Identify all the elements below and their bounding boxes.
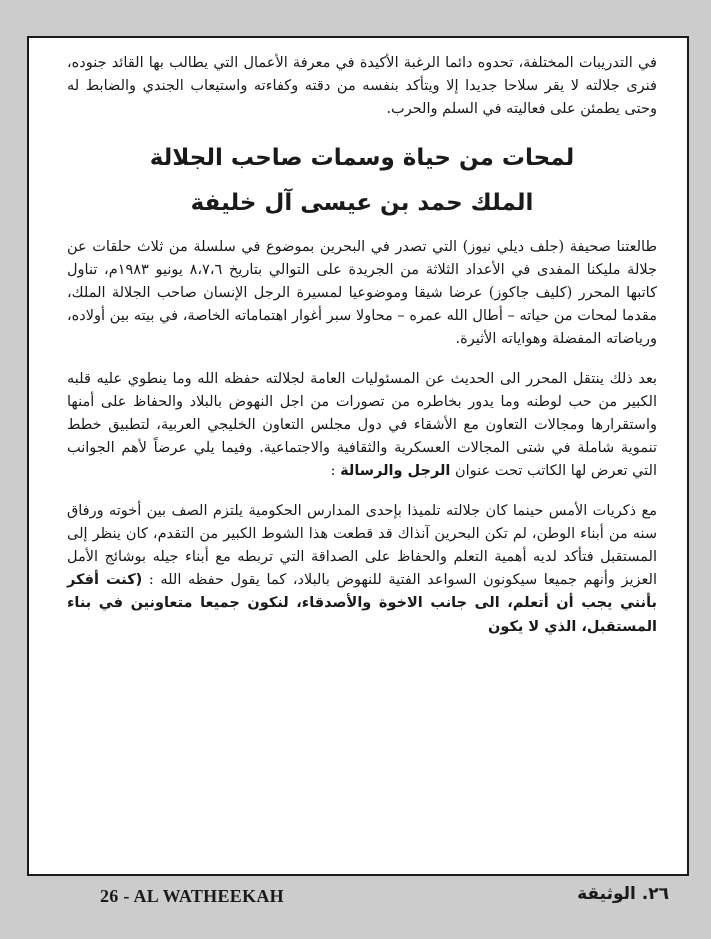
- heading-line-1: لمحات من حياة وسمات صاحب الجلالة: [149, 144, 575, 171]
- paragraph-2-end: :: [330, 463, 336, 480]
- paragraph-3-text: مع ذكريات الأمس حينما كان جلالته تلميذا بإحدى المدارس الحكومية يلتزم الصف بين أخوته ورفاق سنه من أبناء الوطن، لم تكن البحرين آنذاك قد قطعت هذا الشوط الكبير من التقدم، كان ينظر إلى المستقبل فتأكد لديه أهمية التعلم والحفاظ على الصداقة التي تربطه مع أبناء جيله بوشائج الأمل العزيز وأنهم جميعا سيكونون السواعد الفتية للنهوض بالبلاد، كما يقول حفظه الله :: [67, 502, 657, 589]
- paragraph-1: طالعتنا صحيفة (جلف ديلي نيوز) التي تصدر في البحرين بموضوع في سلسلة من ثلاث حلقات عن جلالة مليكنا المفدى في الأعداد الثلاثة من الجريدة على التوالي بتاريخ ٨،٧،٦ يونيو ١٩٨٣م، تناول كاتبها المحرر (كليف جاكوز) عرضا شيقا وموضوعيا لمسيرة الرجل الإنسان صاحب الجلالة الملك، مقدما لمحات من حياته – أطال الله عمره – محاولا سبر أغوار اهتماماته الخاصة، في بيته بين أولاده، ورياضاته المفضلة وهواياته الأثيرة.: [67, 238, 657, 348]
- footer-page-label-latin: 26 - AL WATHEEKAH: [100, 886, 284, 906]
- article-heading: [67, 136, 657, 226]
- heading-line-2: الملك حمد بن عيسى آل خليفة: [190, 189, 534, 216]
- article-frame: [27, 36, 689, 876]
- intro-paragraph: في التدريبات المختلفة، تحدوه دائما الرغبة الأكيدة في معرفة الأعمال التي يطالب بها القائد جنوده، فنرى جلالته لا يقر سلاحا جديدا إلا ويتأكد بنفسه من دقته وكفاءته واستيعاب الجندي والضابط له وحتى يطمئن على فعاليته في السلم والحرب.: [67, 55, 657, 118]
- paragraph-2: [67, 368, 657, 484]
- paragraph-2-text: بعد ذلك ينتقل المحرر الى الحديث عن المسئوليات العامة لجلالته حفظه الله وما ينطوي عليه قلبه الكبير من حب لوطنه وما يدور بخاطره من تصورات من اجل النهوض بالبلاد والحفاظ على أمنها واستقرارها ومجالات التعاون مع الأشقاء في دول مجلس التعاون الخليجي العربية، لتطبيق خطط تنموية شاملة في شتى المجالات العسكرية والثقافية والاجتماعية. وفيما يلي عرضاً لأهم الجوانب التي تعرض لها الكاتب تحت عنوان: [67, 370, 657, 480]
- paragraph-3-quote: (كنت أفكر بأنني يجب أن أتعلم، الى جانب الاخوة والأصدقاء، لنكون جميعا متعاونين في بناء المستقبل، الذي لا يكون: [67, 572, 657, 635]
- section-title-man-and-mission: الرجل والرسالة: [340, 463, 451, 480]
- footer-page-label-arabic: ٢٦. الوثيقة: [577, 884, 669, 904]
- paragraph-3: [67, 500, 657, 639]
